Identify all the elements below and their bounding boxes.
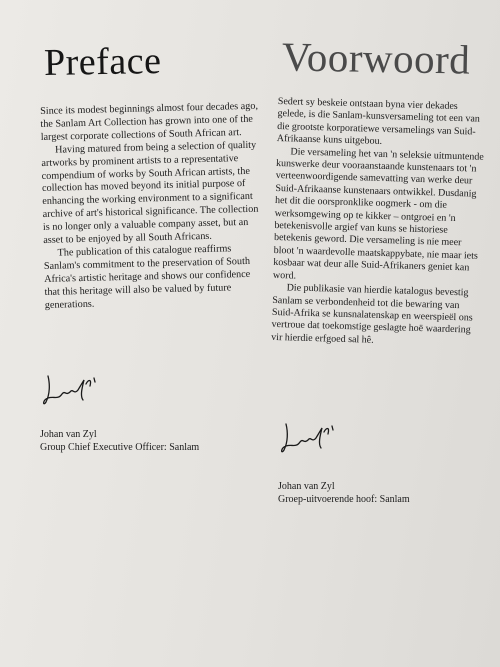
signature-icon [278,418,338,460]
voorwoord-body [271,96,488,350]
voorwoord-paragraph-3: Die publikasie van hierdie katalogus bevestig Sanlam se verbondenheid tot die bewaring van Suid-Afrika se kunsnalatenskap en weerspieël ons vertroue dat toekomstige geslagte hoë waardering vir hierdie erfgoed sal hê. [271,282,473,346]
preface-signer [40,428,270,454]
preface-title: Preface [43,39,162,85]
preface-paragraph-1: Since its modest beginnings almost four decades ago, the Sanlam Art Collection has grown into one of the largest corporate collections of South African art. [40,100,259,143]
voorwoord-signer [278,480,488,506]
preface-paragraph-2: Having matured from being a selection of quality artworks by prominent artists to a representative compendium of works by South African artists, the collection has moved beyond its initial purpose of enhancing the working environment to a significant archive of art's historical significance. The collection is no longer only a valuable company asset, but an asset to be enjoyed by all South Africans. [41,139,259,247]
voorwoord-paragraph-1: Sedert sy beskeie ontstaan byna vier dekades gelede, is die Sanlam-kunsversameling tot een van die grootste korporatiewe versamelings van Suid-Afrikaanse kuns uitgebou. [276,96,481,148]
signer-title: Groep-uitvoerende hoof: Sanlam [278,494,410,505]
signer-name: Johan van Zyl [278,481,335,492]
signer-title: Group Chief Executive Officer: Sanlam [40,442,200,453]
preface-paragraph-3: The publication of this catalogue reaffirms Sanlam's commitment to the preservation of South Africa's artistic heritage and shows our confidence that this heritage will also be valued by future generations. [43,243,251,311]
preface-body [40,101,267,313]
voorwoord-paragraph-2: Die versameling het van 'n seleksie uitmuntende kunswerke deur vooraanstaande kunstenaars tot 'n verteenwoordigende samevatting van werke deur Suid-Afrikaanse kunstenaars ontwikkel. Dusdanig het dit die oorspronklike oogmerk - om die werksomgewing op te kikker – ontgroei en 'n betekenisvolle argief van kuns se historiese betekenis geword. Die versameling is nie meer bloot 'n waardevolle maatskappybate, nie maar iets kosbaar wat deur alle Suid-Afrikaners geniet kan word. [272,145,484,282]
signature-icon [40,370,100,412]
voorwoord-title: Voorwoord [281,33,471,83]
signer-name: Johan van Zyl [40,429,97,440]
